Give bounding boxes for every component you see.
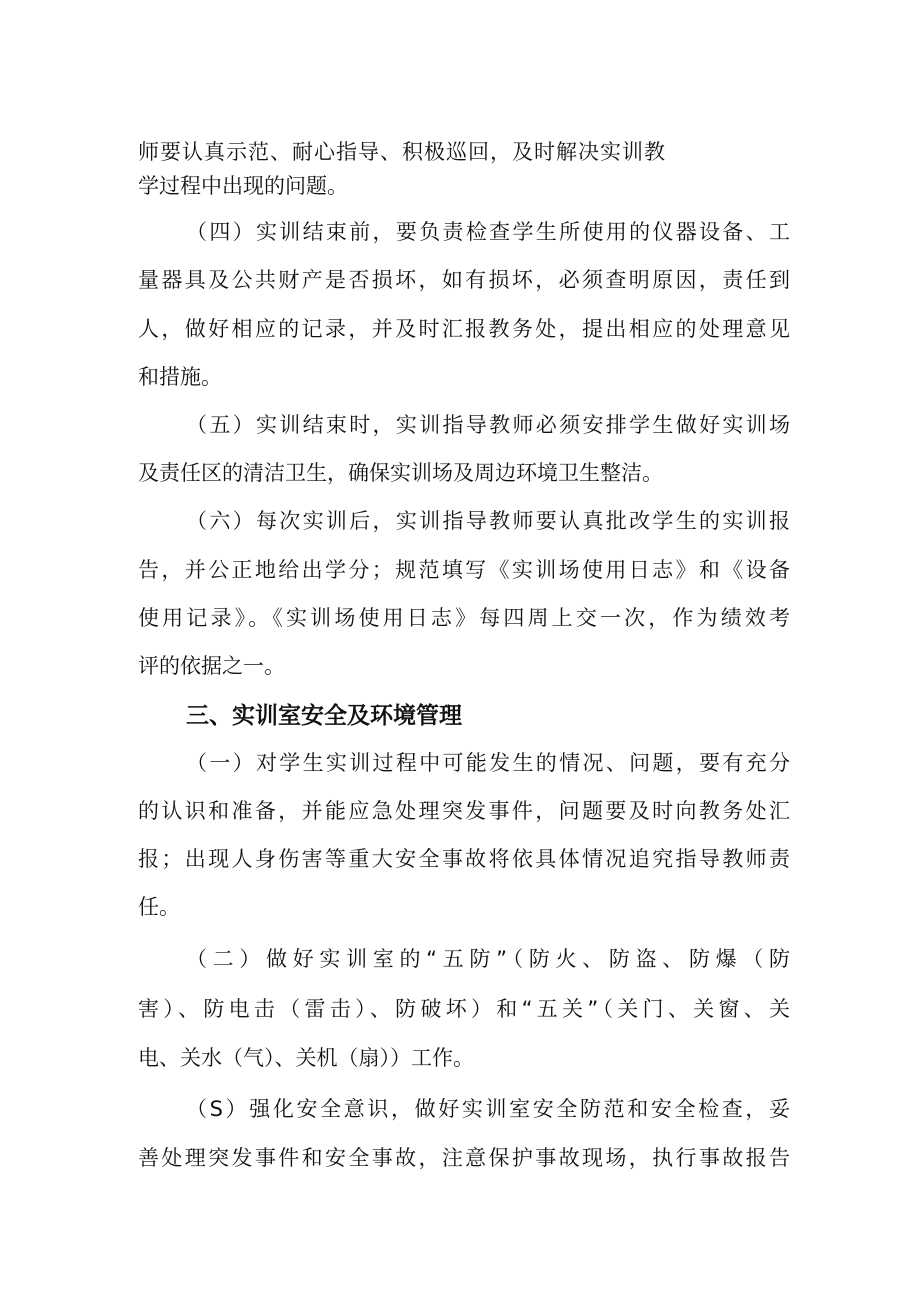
text-line: 及责任区的清洁卫生，确保实训场及周边环境卫生整洁。 xyxy=(138,461,663,485)
text-line: （一）对学生实训过程中可能发生的情况、问题，要有充分 xyxy=(186,751,790,775)
text-line: 学过程中出现的问题。 xyxy=(138,174,348,198)
text-line: 告，并公正地给出学分；规范填写《实训场使用日志》和《设备 xyxy=(138,558,790,582)
text-line: 善处理突发事件和安全事故，注意保护事故现场，执行事故报告 xyxy=(138,1146,790,1170)
text-line: 人，做好相应的记录，并及时汇报教务处，提出相应的处理意见 xyxy=(138,317,790,341)
text-line: 电、关水（气）、关机（扇））工作。 xyxy=(138,1046,474,1070)
text-line: （二）做好实训室的“五防”（防火、防盗、防爆（防 xyxy=(186,947,790,971)
text-line: 使用记录》。《实训场使用日志》每四周上交一次，作为绩效考 xyxy=(138,606,790,630)
text-line: 的认识和准备，并能应急处理突发事件，问题要及时向教务处汇 xyxy=(138,799,790,823)
text-line: （六）每次实训后，实训指导教师要认真批改学生的实训报 xyxy=(186,509,790,533)
text-line: 害）、防电击（雷击）、防破坏）和“五关”（关门、关窗、关 xyxy=(138,997,790,1021)
section-heading: 三、实训室安全及环境管理 xyxy=(186,703,462,729)
text-line: 评的依据之一。 xyxy=(138,654,285,678)
text-line: （四）实训结束前，要负责检查学生所使用的仪器设备、工 xyxy=(186,220,790,244)
text-line: （S）强化安全意识，做好实训室安全防范和安全检查，妥 xyxy=(186,1097,790,1121)
text-line: 师要认真示范、耐心指导、积极巡回，及时解决实训教 xyxy=(138,140,666,164)
text-line: 任。 xyxy=(138,895,180,919)
text-line: （五）实训结束时，实训指导教师必须安排学生做好实训场 xyxy=(186,413,790,437)
text-line: 和措施。 xyxy=(138,365,222,389)
text-line: 量器具及公共财产是否损坏，如有损坏，必须查明原因，责任到 xyxy=(138,268,790,292)
text-line: 报；出现人身伤害等重大安全事故将依具体情况追究指导教师责 xyxy=(138,847,790,871)
